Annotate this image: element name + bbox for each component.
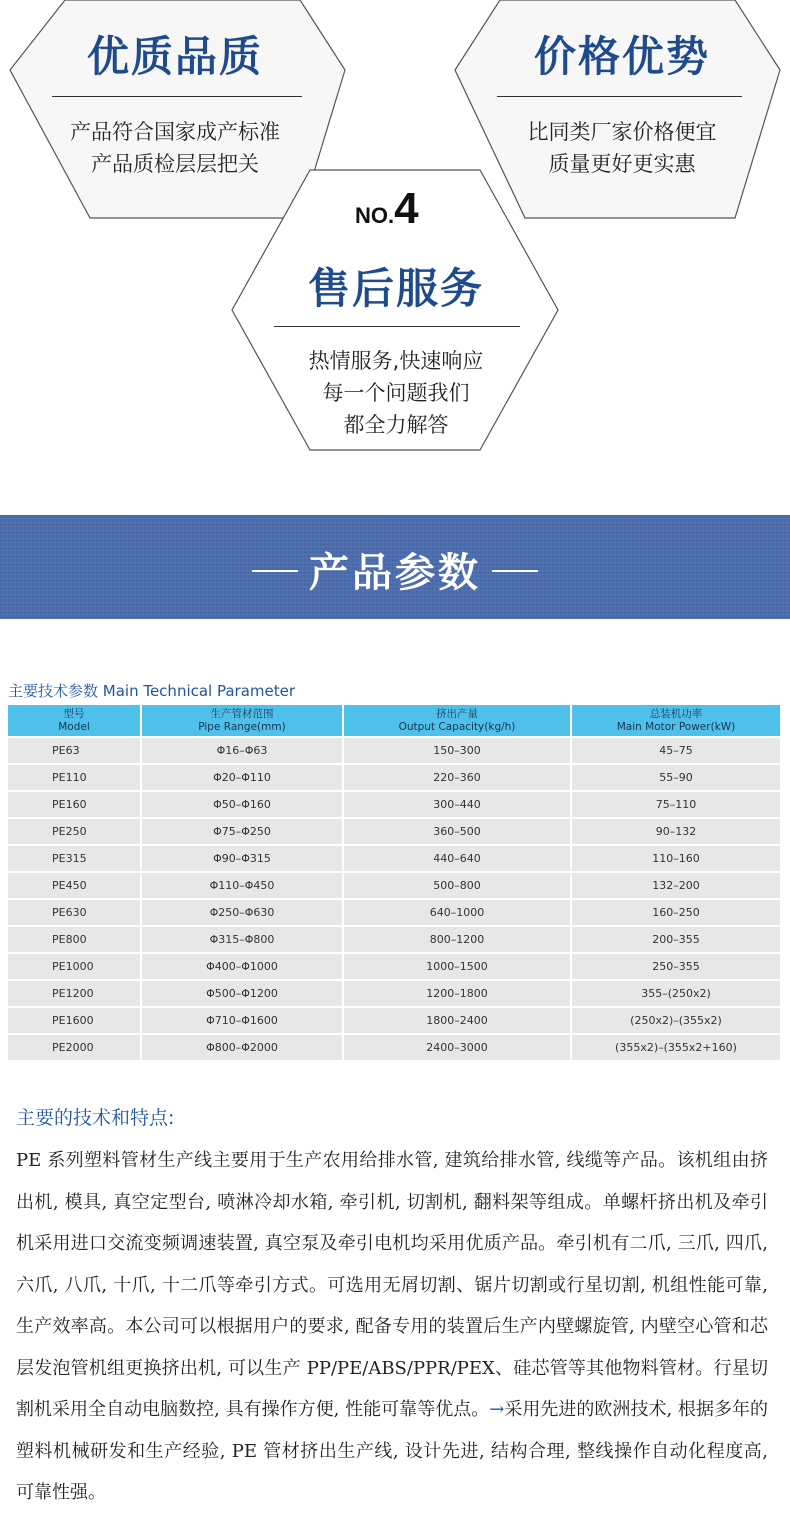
features-title: 主要的技术和特点: <box>16 1107 175 1129</box>
cell-power: 132–200 <box>572 873 780 898</box>
cell-model: PE315 <box>8 846 140 871</box>
cell-power: 355–(250x2) <box>572 981 780 1006</box>
header-output-en: Output Capacity(kg/h) <box>398 720 516 733</box>
table-row <box>8 1008 780 1033</box>
quality-divider <box>52 96 302 97</box>
cell-output: 640–1000 <box>344 900 570 925</box>
features-paragraph: PE 系列塑料管材生产线主要用于生产农用给排水管, 建筑给排水管, 线缆等产品。该机组由挤出机, 模具, 真空定型台, 喷淋冷却水箱, 牵引机, 切割机, 翻料架等组成。单螺杆挤出机及牵引机采用进口交流变频调速装置, 真空泵及牵引电机均采用优质产品。牵引机有二爪, 三爪, 四爪, 六爪, 八爪, 十爪, 十二爪等牵引方式。可选用无屑切割、锯片切割或行星切割, 机组性能可靠, 生产效率高。本公司可以根据用户的要求, 配备专用的装置后生产内壁螺旋管, 内壁空心管和芯层发泡管机组更换挤出机, 可以生产 PP/PE/ABS/PPR/PEX、硅芯管等其他物料管材。行星切割机采用全自动电脑数控, 具有操作方便, 性能可靠等优点。 <box>16 1150 768 1420</box>
cell-model: PE1200 <box>8 981 140 1006</box>
cell-output: 150–300 <box>344 738 570 763</box>
cell-power: (355x2)–(355x2+160) <box>572 1035 780 1060</box>
cell-model: PE800 <box>8 927 140 952</box>
feature-hexagons <box>0 0 790 500</box>
price-line-2: 质量更好更实惠 <box>548 152 696 176</box>
cell-model: PE1000 <box>8 954 140 979</box>
table-row <box>8 873 780 898</box>
cell-power: 55–90 <box>572 765 780 790</box>
product-params-banner <box>0 515 790 619</box>
cell-pipe-range: Φ75–Φ250 <box>142 819 342 844</box>
cell-output: 800–1200 <box>344 927 570 952</box>
cell-pipe-range: Φ90–Φ315 <box>142 846 342 871</box>
service-line-1: 热情服务,快速响应 <box>308 349 484 373</box>
table-row <box>8 792 780 817</box>
cell-power: 45–75 <box>572 738 780 763</box>
cell-output: 2400–3000 <box>344 1035 570 1060</box>
header-output <box>344 705 570 736</box>
cell-power: 110–160 <box>572 846 780 871</box>
cell-pipe-range: Φ50–Φ160 <box>142 792 342 817</box>
service-number-value: 4 <box>394 184 419 233</box>
cell-model: PE160 <box>8 792 140 817</box>
cell-pipe-range: Φ315–Φ800 <box>142 927 342 952</box>
price-title: 价格优势 <box>533 32 710 81</box>
header-power-cn: 总装机功率 <box>649 707 703 720</box>
cell-output: 500–800 <box>344 873 570 898</box>
cell-power: 90–132 <box>572 819 780 844</box>
cell-model: PE250 <box>8 819 140 844</box>
header-pipe-range-cn: 生产管材范围 <box>210 707 274 720</box>
table-row <box>8 981 780 1006</box>
cell-output: 1200–1800 <box>344 981 570 1006</box>
quality-line-1: 产品符合国家成产标准 <box>70 120 280 144</box>
quality-line-2: 产品质检层层把关 <box>91 152 259 176</box>
cell-pipe-range: Φ500–Φ1200 <box>142 981 342 1006</box>
arrow-icon: → <box>489 1399 505 1420</box>
price-line-1: 比同类厂家价格便宜 <box>527 120 717 144</box>
service-line-2: 每一个问题我们 <box>322 381 470 405</box>
table-row <box>8 738 780 763</box>
service-title: 售后服务 <box>307 264 484 313</box>
cell-output: 1800–2400 <box>344 1008 570 1033</box>
quality-text <box>40 116 310 180</box>
header-pipe-range <box>142 705 342 736</box>
service-number <box>355 184 419 234</box>
cell-model: PE1600 <box>8 1008 140 1033</box>
cell-model: PE63 <box>8 738 140 763</box>
service-line-3: 都全力解答 <box>343 413 449 437</box>
cell-model: PE110 <box>8 765 140 790</box>
cell-model: PE630 <box>8 900 140 925</box>
cell-output: 220–360 <box>344 765 570 790</box>
header-model-en: Model <box>58 720 90 733</box>
table-header-row <box>8 705 780 736</box>
cell-power: 200–355 <box>572 927 780 952</box>
header-output-cn: 挤出产量 <box>436 707 478 720</box>
quality-title: 优质品质 <box>86 32 263 81</box>
cell-pipe-range: Φ16–Φ63 <box>142 738 342 763</box>
price-divider <box>497 96 742 97</box>
table-caption: 主要技术参数 Main Technical Parameter <box>8 682 296 700</box>
spec-table <box>6 703 782 1062</box>
cell-model: PE2000 <box>8 1035 140 1060</box>
cell-output: 1000–1500 <box>344 954 570 979</box>
cell-output: 360–500 <box>344 819 570 844</box>
header-power <box>572 705 780 736</box>
cell-pipe-range: Φ20–Φ110 <box>142 765 342 790</box>
cell-pipe-range: Φ110–Φ450 <box>142 873 342 898</box>
table-row <box>8 765 780 790</box>
table-row <box>8 819 780 844</box>
banner-title: 产品参数 <box>309 550 481 596</box>
cell-output: 440–640 <box>344 846 570 871</box>
cell-output: 300–440 <box>344 792 570 817</box>
cell-pipe-range: Φ710–Φ1600 <box>142 1008 342 1033</box>
service-number-prefix: NO. <box>355 203 395 228</box>
table-row <box>8 846 780 871</box>
cell-power: (250x2)–(355x2) <box>572 1008 780 1033</box>
header-power-en: Main Motor Power(kW) <box>616 720 736 733</box>
table-row <box>8 927 780 952</box>
cell-model: PE450 <box>8 873 140 898</box>
service-divider <box>274 326 520 327</box>
features-body <box>16 1140 768 1514</box>
cell-pipe-range: Φ400–Φ1000 <box>142 954 342 979</box>
header-model <box>8 705 140 736</box>
banner-dash-right <box>492 570 538 572</box>
cell-power: 160–250 <box>572 900 780 925</box>
cell-power: 250–355 <box>572 954 780 979</box>
price-text <box>487 116 757 180</box>
table-row <box>8 1035 780 1060</box>
cell-pipe-range: Φ250–Φ630 <box>142 900 342 925</box>
cell-power: 75–110 <box>572 792 780 817</box>
table-row <box>8 954 780 979</box>
features-paragraph-2: 采用先进的欧洲技术, 根据多年的塑料机械研发和生产经验, PE 管材挤出生产线, 设计先进, 结构合理, 整线操作自动化程度高, 可靠性强。 <box>16 1399 768 1503</box>
header-model-cn: 型号 <box>63 707 85 720</box>
cell-pipe-range: Φ800–Φ2000 <box>142 1035 342 1060</box>
header-pipe-range-en: Pipe Range(mm) <box>198 720 286 733</box>
service-text <box>266 345 526 441</box>
table-row <box>8 900 780 925</box>
